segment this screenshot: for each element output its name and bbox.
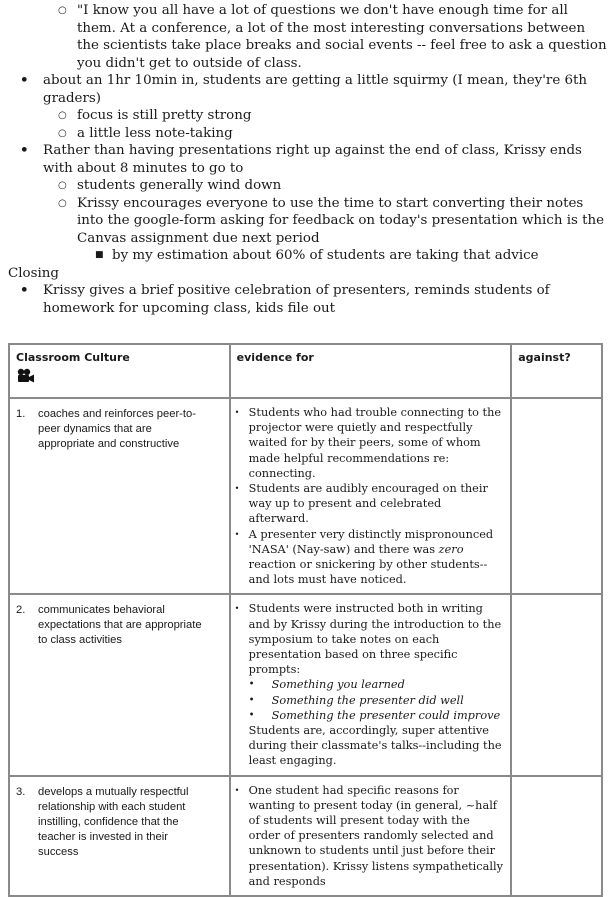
evidence-item bbox=[235, 783, 505, 889]
row-number: 3. bbox=[16, 785, 26, 798]
note-text: students generally wind down bbox=[77, 178, 282, 193]
bullet-icon: • bbox=[234, 785, 240, 795]
evidence-emphasis: zero bbox=[438, 542, 464, 556]
against-cell bbox=[511, 398, 602, 594]
header-evidence-for: evidence for bbox=[230, 344, 512, 398]
evidence-text: reaction or snickering by other students--and lots must have noticed. bbox=[248, 558, 488, 587]
prompt-text: Something the presenter could improve bbox=[271, 708, 501, 722]
table-row bbox=[9, 776, 602, 896]
evidence-cell bbox=[230, 594, 512, 775]
evidence-cell bbox=[230, 398, 512, 594]
table-row bbox=[9, 594, 602, 775]
evidence-text: A presenter very distinctly mispronounced 'NASA' (Nay-saw) and there was bbox=[248, 527, 494, 556]
evidence-item bbox=[235, 481, 505, 527]
list-item bbox=[8, 142, 608, 177]
criterion-cell bbox=[9, 776, 230, 896]
classroom-culture-table bbox=[8, 343, 603, 897]
header-cell bbox=[9, 344, 230, 398]
list-item bbox=[8, 72, 608, 107]
circle-bullet-icon: ○ bbox=[58, 127, 67, 139]
note-text: by my estimation about 60% of students are taking that advice bbox=[112, 248, 539, 263]
evidence-text: One student had specific reasons for wanting to present today (in general, ~half of students will present today with the order of presenters randomly selected and unknown to students until just before their presentation). Krissy listens sympathetically and responds bbox=[248, 783, 503, 888]
observation-notes bbox=[8, 2, 608, 317]
list-item bbox=[8, 177, 608, 195]
note-text: about an 1hr 10min in, students are getting a little squirmy (I mean, they're 6th graders) bbox=[43, 73, 588, 106]
section-heading-closing: Closing bbox=[8, 265, 59, 281]
evidence-text: Students are audibly encouraged on their way up to present and celebrated afterward. bbox=[248, 482, 488, 526]
evidence-cell bbox=[230, 776, 512, 896]
evidence-text: Students are, accordingly, super attentive during their classmate's talks--including the least engaging. bbox=[248, 724, 502, 768]
list-item bbox=[235, 708, 505, 723]
header-against: against? bbox=[511, 344, 602, 398]
prompt-text: Something the presenter did well bbox=[271, 693, 464, 707]
list-item bbox=[8, 195, 608, 248]
bullet-icon: • bbox=[248, 694, 255, 706]
bullet-icon: • bbox=[234, 484, 240, 494]
criterion-text: develops a mutually respectful relationship with each student instilling, confidence that the teacher is invested in their success bbox=[38, 785, 189, 858]
evidence-text: Students were instructed both in writing and by Krissy during the introduction to the symposium to take notes on each presentation based on three specific prompts: bbox=[248, 602, 502, 677]
list-item bbox=[8, 247, 608, 265]
note-text: Krissy gives a brief positive celebration of presenters, reminds students of homework for upcoming class, kids file out bbox=[43, 283, 550, 316]
bullet-icon: • bbox=[234, 604, 240, 614]
note-text: Rather than having presentations right up against the end of class, Krissy ends with about 8 minutes to go to bbox=[43, 143, 582, 176]
list-item bbox=[8, 2, 608, 72]
evidence-item bbox=[235, 601, 505, 677]
bullet-icon: • bbox=[234, 408, 240, 417]
against-cell bbox=[511, 776, 602, 896]
note-text: Krissy encourages everyone to use the time to start converting their notes into the google-form asking for feedback on today's presentation which is the Canvas assignment due next period bbox=[77, 195, 605, 246]
list-item bbox=[235, 677, 505, 692]
table-row bbox=[9, 398, 602, 594]
bullet-icon: • bbox=[248, 679, 255, 691]
criterion-text: communicates behavioral expectations that are appropriate to class activities bbox=[38, 604, 202, 647]
evidence-item bbox=[235, 405, 505, 481]
bullet-icon: • bbox=[20, 142, 29, 158]
bullet-icon: • bbox=[234, 529, 240, 539]
circle-bullet-icon: ○ bbox=[58, 110, 67, 121]
prompt-list bbox=[235, 677, 505, 723]
criterion-text: coaches and reinforces peer-to-peer dynamics that are appropriate and constructive bbox=[38, 408, 196, 450]
list-item bbox=[235, 693, 505, 708]
list-item bbox=[8, 282, 608, 317]
header-classroom-culture: Classroom Culture bbox=[16, 351, 130, 364]
bullet-icon: • bbox=[248, 709, 255, 721]
quote-text: "I know you all have a lot of questions we don't have enough time for all them. At a conference, a lot of the most interesting conversations between the scientists take place breaks and social events -- feel free to ask a question you didn't get to outside of class. bbox=[77, 3, 607, 71]
list-item bbox=[8, 125, 608, 143]
square-bullet-icon: ■ bbox=[95, 250, 104, 260]
row-number: 1. bbox=[16, 408, 26, 420]
note-text: a little less note-taking bbox=[77, 125, 233, 141]
criterion-cell bbox=[9, 594, 230, 775]
evidence-item bbox=[235, 527, 505, 588]
bullet-icon: • bbox=[20, 72, 29, 88]
prompt-text: Something you learned bbox=[271, 678, 405, 692]
circle-bullet-icon: ○ bbox=[58, 180, 67, 191]
row-number: 2. bbox=[16, 604, 26, 617]
table-header-row bbox=[9, 344, 602, 398]
bullet-icon: • bbox=[20, 282, 29, 298]
evidence-text: Students who had trouble connecting to the projector were quietly and respectfully waited for by their peers, some of whom made helpful recommendations re: connecting. bbox=[248, 406, 502, 480]
against-cell bbox=[511, 594, 602, 775]
circle-bullet-icon: ○ bbox=[58, 197, 67, 209]
list-item bbox=[8, 107, 608, 125]
note-text: focus is still pretty strong bbox=[77, 108, 252, 123]
circle-bullet-icon: ○ bbox=[58, 5, 67, 16]
camera-icon bbox=[16, 368, 36, 388]
criterion-cell bbox=[9, 398, 230, 594]
